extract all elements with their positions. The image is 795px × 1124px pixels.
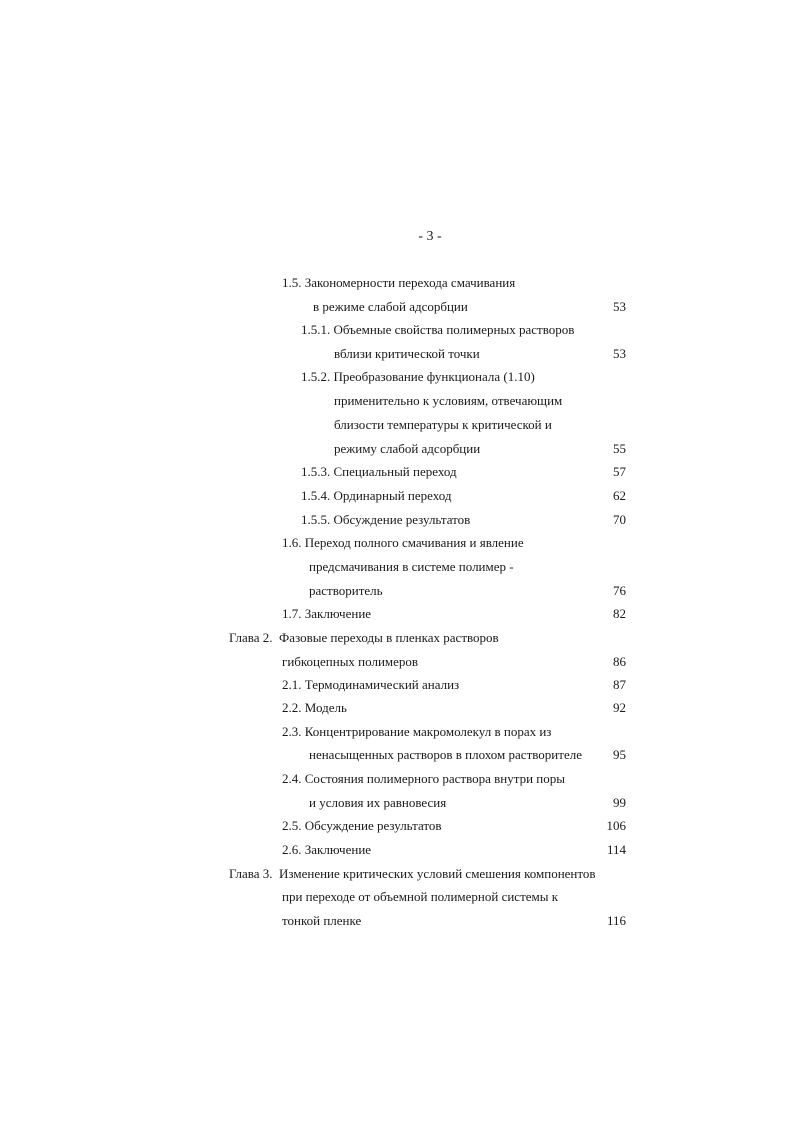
toc-entry-1-5-cont: в режиме слабой адсорбции — [313, 299, 468, 314]
toc-page-ref: 55 — [613, 441, 626, 456]
toc-entry-1-5-5: 1.5.5. Обсуждение результатов — [301, 512, 471, 527]
toc-entry-1-6: 1.6. Переход полного смачивания и явление — [282, 535, 524, 550]
toc-page-ref: 87 — [613, 677, 626, 692]
toc-entry-1-6-cont: предсмачивания в системе полимер - — [309, 559, 514, 574]
toc-entry-2-4-cont: и условия их равновесия — [309, 795, 447, 810]
toc-entry-1-5-2-cont: близости температуры к критической и — [334, 417, 552, 432]
toc-chapter-3-cont: тонкой пленке — [282, 913, 362, 928]
toc-chapter-2-cont: гибкоцепных полимеров — [282, 654, 419, 669]
toc-chapter-3-cont: при переходе от объемной полимерной системы к — [282, 889, 559, 904]
toc-page-ref: 86 — [613, 654, 626, 669]
toc-entry-2-2: 2.2. Модель — [282, 700, 347, 715]
toc-page-ref: 76 — [613, 583, 626, 598]
toc-page-ref: 106 — [606, 818, 626, 833]
toc-entry-2-6: 2.6. Заключение — [282, 842, 372, 857]
toc-page-ref: 116 — [606, 913, 626, 928]
toc-chapter-3: Глава 3. Изменение критических условий смешения компонентов — [229, 866, 596, 881]
toc-page-ref: 57 — [613, 464, 626, 479]
toc-entry-2-3-cont: ненасыщенных растворов в плохом растворителе — [309, 747, 582, 762]
toc-page-ref: 95 — [613, 747, 626, 762]
toc-entry-1-5-3: 1.5.3. Специальный переход — [301, 464, 457, 479]
toc-page-ref: 114 — [606, 842, 626, 857]
toc-entry-1-5-1-cont: вблизи критической точки — [334, 346, 480, 361]
toc-page-ref: 82 — [613, 606, 626, 621]
toc-page-ref: 99 — [613, 795, 626, 810]
toc-page-ref: 92 — [613, 700, 626, 715]
toc-page-ref: 70 — [613, 512, 626, 527]
toc-entry-1-6-cont: растворитель — [309, 583, 383, 598]
page-number: - 3 - — [418, 229, 442, 244]
toc-entry-1-5-4: 1.5.4. Ординарный переход — [301, 488, 452, 503]
toc-entry-1-5-1: 1.5.1. Объемные свойства полимерных растворов — [301, 322, 575, 337]
toc-entry-1-5-2: 1.5.2. Преобразование функционала (1.10) — [301, 369, 535, 384]
toc-page-ref: 62 — [613, 488, 626, 503]
toc-entry-2-4: 2.4. Состояния полимерного раствора внутри поры — [282, 771, 565, 786]
toc-entry-2-1: 2.1. Термодинамический анализ — [282, 677, 460, 692]
toc-page-ref: 53 — [613, 299, 626, 314]
toc-entry-1-5: 1.5. Закономерности перехода смачивания — [282, 275, 516, 290]
toc-page-ref: 53 — [613, 346, 626, 361]
toc-entry-1-5-2-cont: режиму слабой адсорбции — [334, 441, 481, 456]
toc-entry-2-5: 2.5. Обсуждение результатов — [282, 818, 442, 833]
toc-entry-1-5-2-cont: применительно к условиям, отвечающим — [334, 393, 563, 408]
toc-entry-1-7: 1.7. Заключение — [282, 606, 372, 621]
toc-entry-2-3: 2.3. Концентрирование макромолекул в порах из — [282, 724, 552, 739]
toc-chapter-2: Глава 2. Фазовые переходы в пленках растворов — [229, 630, 499, 645]
